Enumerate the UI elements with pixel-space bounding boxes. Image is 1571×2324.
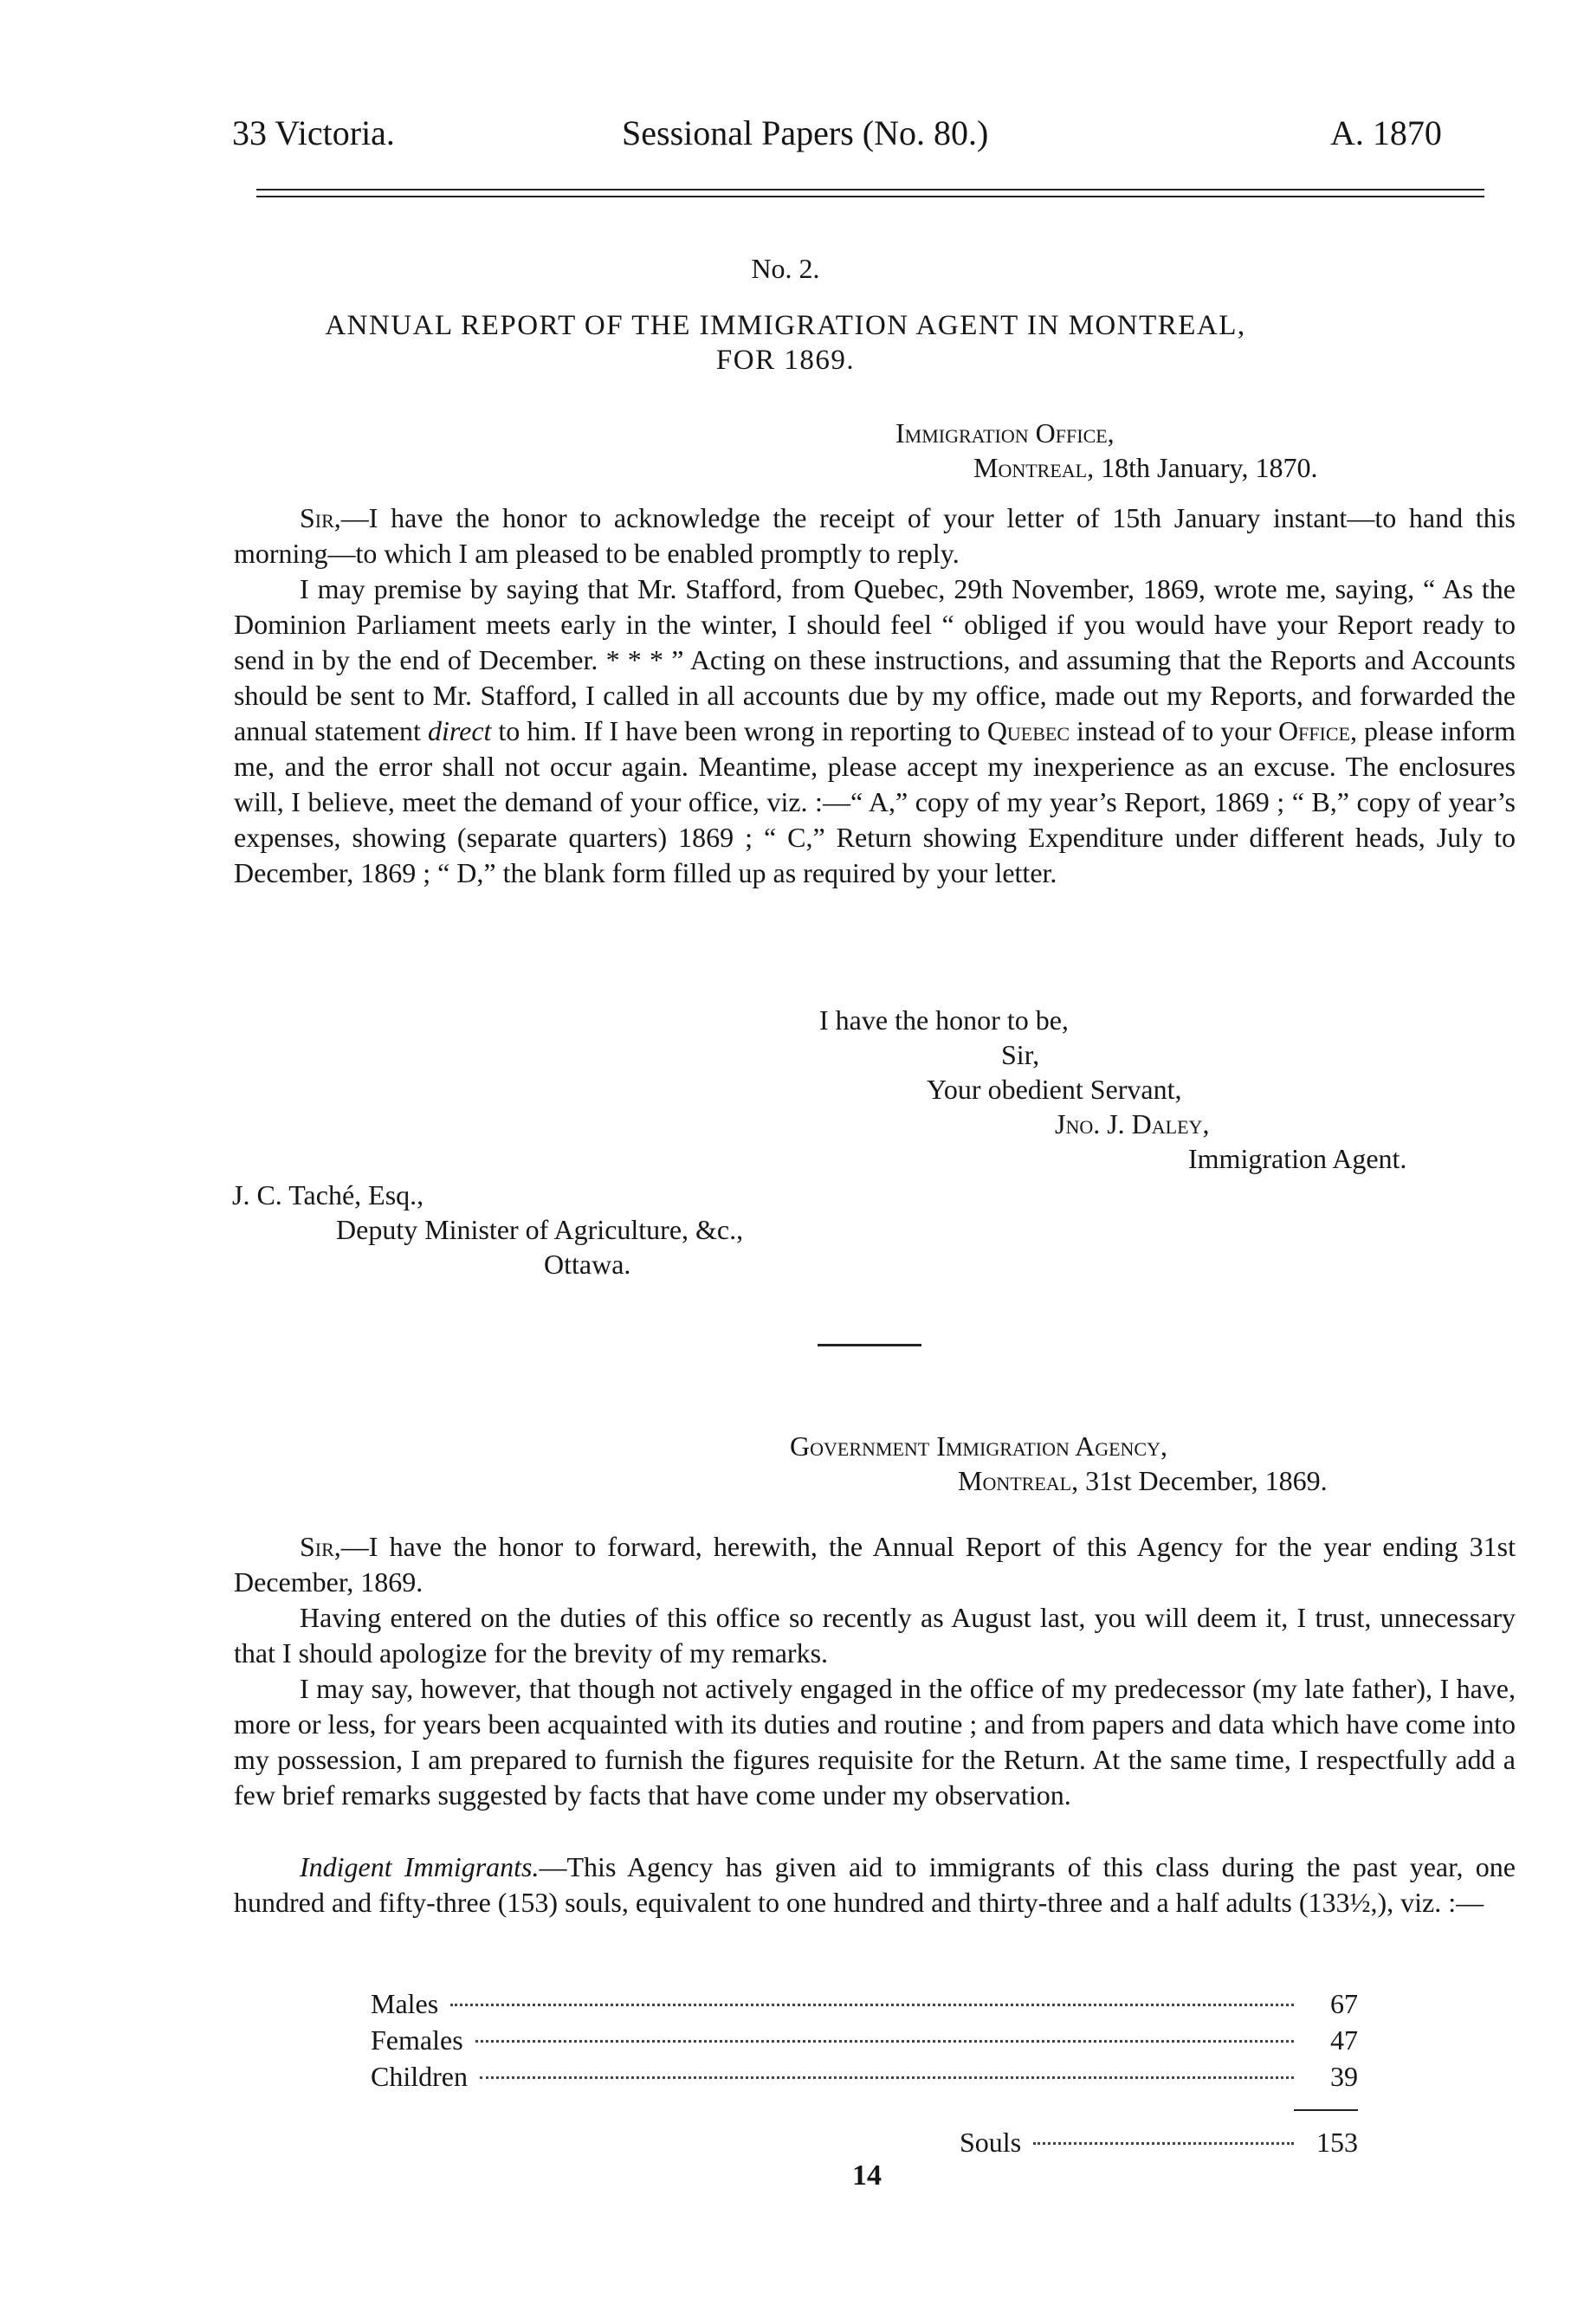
header-rule-bottom (256, 196, 1484, 197)
letter1-p2-part-a: I may premise by saying that Mr. Stafford, from Quebec, 29th November, 1869, wrote me, saying, “ As the Dominion Parliament meets early in the winter, I should feel “ obliged if you would have your Report ready to send in by the end of December. * * * ” Acting on these instructions, and assuming that the Reports and Accounts should be sent to Mr. Stafford, I called in all accounts due by my office, made out my Reports, and forwarded the annual statement (234, 573, 1516, 746)
letter1-p2-part-b: to him. If I have been wrong in reporting to (491, 715, 987, 746)
letter2-date: 31st December, 1869. (1085, 1465, 1328, 1496)
document-number: No. 2. (751, 253, 820, 284)
table-row-label: Children (371, 2061, 468, 2092)
letter1-p2-direct: direct (427, 715, 492, 746)
table-row (371, 2024, 1358, 2056)
letter1-closing-1: I have the honor to be, (819, 1004, 1069, 1036)
letter1-addressee-1: J. C. Taché, Esq., (232, 1179, 424, 1210)
letter1-paragraph-2 (234, 571, 1516, 891)
table-total-row (960, 2127, 1358, 2159)
report-title-line1: ANNUAL REPORT OF THE IMMIGRATION AGENT IN MONTREAL, (325, 310, 1246, 341)
table-row-value: 67 (1330, 1988, 1358, 2019)
leader-dots (1033, 2142, 1294, 2145)
table-sum-rule (1294, 2109, 1358, 2111)
letter1-signer-title: Immigration Agent. (1188, 1143, 1407, 1174)
letter1-address-line2 (973, 452, 1317, 484)
table-total-value: 153 (1316, 2127, 1358, 2158)
letter1-p2-part-c: instead of to your (1070, 715, 1278, 746)
letter1-address-line1: Immigration Office, (895, 417, 1115, 449)
letter2-p1-text: —I have the honor to forward, herewith, the Annual Report of this Agency for the year ending 31st December, 1869. (234, 1531, 1516, 1598)
header-center: Sessional Papers (No. 80.) (622, 113, 989, 152)
letter1-p2-office: Office (1277, 715, 1350, 746)
letter2-address-line2 (958, 1465, 1328, 1497)
letter2-address-line1: Government Immigration Agency, (790, 1430, 1167, 1462)
letter1-place: Montreal, (973, 452, 1095, 483)
table-row-value: 47 (1330, 2024, 1358, 2056)
leader-dots (480, 2076, 1294, 2079)
header-rule-top (256, 189, 1484, 190)
letter2-p4-text: —This Agency has given aid to immigrants of this class during the past year, one hundred and fifty-three (153) souls, equivalent to one hundred and thirty-three and a half adults (133½,), viz. :— (234, 1851, 1516, 1918)
letter2-place: Montreal, (958, 1465, 1079, 1496)
letter2-salutation: Sir, (300, 1531, 341, 1562)
letter2-paragraph-4 (234, 1850, 1516, 1921)
letter1-p2-part-d: , please inform me, and the error shall not occur again. Meantime, please accept my inexperience as an excuse. The enclosures will, I believe, meet the demand of your office, viz. :—“ A,” copy of my year’s Report, 1869 ; “ B,” copy of year’s expenses, showing (separate quarters) 1869 ; “ C,” Return showing Expenditure under different heads, July to December, 1869 ; “ D,” the blank form filled up as required by your letter. (234, 715, 1516, 888)
letter1-closing-3: Your obedient Servant, (927, 1074, 1182, 1105)
letter1-signer: Jno. J. Daley, (1055, 1108, 1210, 1139)
leader-dots (450, 2004, 1294, 2006)
letter1-paragraph-1 (234, 500, 1516, 571)
letter1-salutation: Sir, (300, 502, 341, 533)
report-title-line2: FOR 1869. (715, 345, 856, 376)
letter1-p2-quebec: Quebec (986, 715, 1070, 746)
letter1-addressee-2: Deputy Minister of Agriculture, &c., (336, 1214, 744, 1245)
letter1-date: 18th January, 1870. (1101, 452, 1318, 483)
letter2-p4-heading: Indigent Immigrants. (300, 1851, 540, 1882)
letter1-addressee-3: Ottawa. (544, 1249, 631, 1280)
section-separator (818, 1344, 921, 1346)
letter2-paragraph-2: Having entered on the duties of this office so recently as August last, you will deem it, I trust, unnecessary that I should apologize for the brevity of my remarks. (234, 1602, 1516, 1669)
letter2-paragraph-3: I may say, however, that though not actively engaged in the office of my predecessor (my late father), I have, more or less, for years been acquainted with its duties and routine ; and from papers and data which have come into my possession, I am prepared to furnish the figures requisite for the Return. At the same time, I respectfully add a few brief remarks suggested by facts that have come under my observation. (234, 1673, 1516, 1811)
page-number: 14 (852, 2159, 882, 2192)
leader-dots (475, 2040, 1294, 2043)
letter2-paragraph-1 (234, 1529, 1516, 1600)
letter1-closing-2: Sir, (1001, 1039, 1040, 1070)
table-row (371, 2061, 1358, 2093)
letter1-p1-text: —I have the honor to acknowledge the receipt of your letter of 15th January instant—to hand this morning—to which I am pleased to be enabled promptly to reply. (234, 502, 1516, 569)
table-row-label: Males (371, 1988, 439, 2019)
table-total-label: Souls (960, 2127, 1022, 2158)
header-right: A. 1870 (1330, 113, 1442, 152)
table-row-label: Females (371, 2024, 463, 2056)
table-row (371, 1988, 1358, 2020)
header-left: 33 Victoria. (232, 113, 395, 152)
table-row-value: 39 (1330, 2061, 1358, 2092)
